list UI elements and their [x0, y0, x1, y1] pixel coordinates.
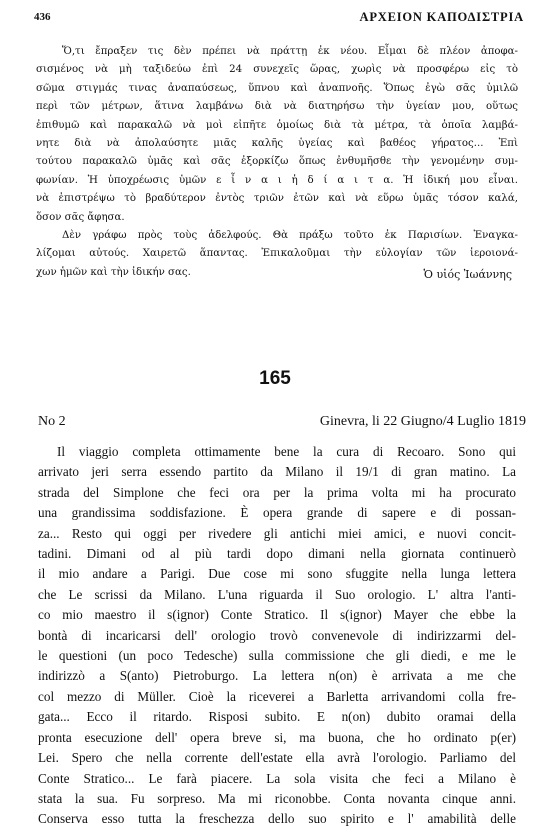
- italian-line: gata... Ecco il ritardo. Risposi subito. E n(on) dubito oramai della: [38, 709, 516, 725]
- running-header: [0, 11, 550, 27]
- italian-line: za... Resto qui oggi per rivedere gli antichi miei amici, e nuovi concit-: [38, 525, 516, 541]
- italian-line: Conserva esso tutta la freschezza dello suo spirito e l' amabilità delle: [38, 811, 516, 827]
- greek-signature: Ὁ υἱός Ἰωάννης: [423, 268, 512, 281]
- italian-line: una grandissima soddisfazione. È opera grande di sapere e di possan-: [38, 505, 516, 521]
- italian-line: tadini. Dimani od al più tardi dopo dimani nella giornata continuerò: [38, 546, 516, 562]
- greek-line: Δὲν γράφω πρὸς τοὺς ἀδελφούς. Θὰ πράξω τοῦτο ἐκ Παρισίων. Ἐναγκα-: [62, 230, 518, 242]
- italian-line: col mezzo di Müller. Cioè la riceverei a Barletta arrivandomi colla fre-: [38, 688, 516, 704]
- italian-line: il mio andare a Parigi. Due cose mi sono sfuggite nella lunga lettera: [38, 566, 516, 582]
- italian-line: stata la sua. Fu sorpreso. Ma mi riconobbe. Conta novanta cinque anni.: [38, 790, 516, 806]
- greek-line: φωνίαν. Ἡ ὑποχρέωσις ὑμῶν ε ἶ ν α ι ἡ δ ί α ι τ α. Ἡ ἰδική μου εἶναι.: [36, 174, 518, 186]
- italian-line: indirizzò a S(anto) Pietroburgo. La lettera n(on) è arrivata a me che: [38, 668, 516, 684]
- running-title: ΑΡΧΕΙΟΝ ΚΑΠΟΔΙΣΤΡΙΑ: [359, 10, 524, 24]
- greek-line: νητε διὰ νὰ ἀπολαύσητε μιᾶς καλῆς ὑγείας καὶ βαθέος γήρατος... Ἐπὶ: [36, 138, 518, 150]
- page-number: 436: [34, 11, 51, 23]
- italian-line: Lei. Spero che nella corrente dell'estate ella avrà l'orologio. Parliamo del: [38, 750, 516, 766]
- greek-line: σῶμα στιγμάς τινας ἀναπαύσεως, ὕπνου καὶ ἀναπνοῆς. Ὅπως ἐγὼ σᾶς ὑμιλῶ: [36, 82, 518, 94]
- italian-line: bontà di incaricarsi dell' orologio trovò convenevole di indirizzarmi del-: [38, 627, 516, 643]
- greek-line: περὶ τῶν μέτρων, ἅτινα λαμβάνω διὰ νὰ διατηρήσω τὴν ὑγείαν μου, οὕτως: [36, 101, 518, 113]
- italian-line: le questioni (un poco Tedesche) sulla commissione che gli diedi, e me le: [38, 648, 516, 664]
- italian-line: arrivato jeri serra essendo partito da Milano il 19/1 di gran matino. La: [38, 464, 516, 480]
- place-date: Ginevra, li 22 Giugno/4 Luglio 1819: [319, 414, 526, 429]
- greek-line: ἐπιθυμῶ καὶ παρακαλῶ νὰ μοὶ εἰπῆτε ὁμοίως διὰ τὰ μέτρα, τὰ ὁποῖα λαμβά-: [36, 119, 518, 131]
- letter-number: No 2: [38, 414, 66, 429]
- italian-line: co mio maestro il s(ignor) Conte Stratico. Il s(ignor) Mayer che ebbe la: [38, 607, 516, 623]
- greek-line: ὅσον σᾶς ἄφησα.: [36, 211, 125, 223]
- greek-line: τούτου παρακαλῶ ὑμᾶς καὶ σᾶς ἐξορκίζω ὅπως ἐνθυμῆσθε τὴν γενομένην συμ-: [36, 156, 518, 168]
- greek-line: νὰ ἐπιστρέψω τὸ βραδύτερον ἐντὸς τριῶν ἐτῶν καὶ νὰ εὕρω ὑμᾶς τόσον καλά,: [36, 193, 518, 205]
- italian-line: pronta esecuzione dell' opera breve si, ma buona, che ho ordinato p(er): [38, 729, 516, 745]
- italian-line: Il viaggio completa ottimamente bene la cura di Recoaro. Sono qui: [57, 444, 516, 459]
- greek-line: σισμένος νὰ μὴ ταξιδεύω ἐπὶ 24 συνεχεῖς ὥρας, χωρὶς νὰ προσφέρω εἰς τὸ: [36, 64, 518, 76]
- document-number: 165: [259, 368, 291, 389]
- italian-line: Conte Stratico... Le farà piacere. La sola visita che feci a Milano è: [38, 770, 516, 786]
- greek-line: Ὅ,τι ἔπραξεν τις δὲν πρέπει νὰ πράττῃ ἐκ νέου. Εἶμαι δὲ πλέον ἀποφα-: [62, 46, 518, 57]
- italian-line: che Le scrissi da Milano. L'una riguarda il Suo orologio. L' altra l'anti-: [38, 586, 516, 602]
- italian-letter-body: [38, 442, 516, 830]
- greek-line: λίζομαι αὐτούς. Χαιρετῶ ἅπαντας. Ἐπικαλοῦμαι τὴν εὐλογίαν τῶν ἱεροιονά-: [36, 248, 518, 260]
- document-meta: [38, 414, 526, 434]
- greek-line: χων ἡμῶν καὶ τὴν ἰδικήν σας.: [36, 266, 191, 278]
- italian-line: strada del Simplone che feci ora per la prima volta mi ha procurato: [38, 484, 516, 500]
- greek-letter-body: [36, 43, 518, 282]
